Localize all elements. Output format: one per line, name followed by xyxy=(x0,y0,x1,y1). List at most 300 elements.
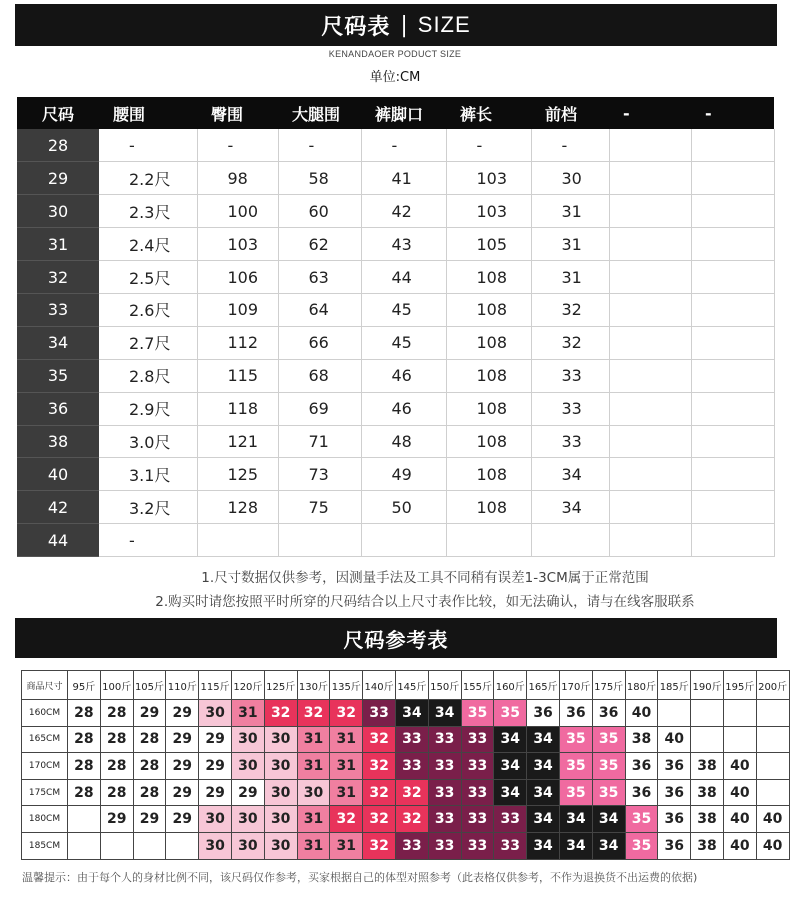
size-col-header: 臀围 xyxy=(197,97,278,129)
size-reference-cell: 32 xyxy=(363,832,396,859)
size-reference-cell: 30 xyxy=(199,832,232,859)
size-reference-cell: 33 xyxy=(461,726,494,753)
weight-header: 125斤 xyxy=(264,671,297,700)
size-reference-cell: 36 xyxy=(527,700,560,727)
measure-cell: 30 xyxy=(531,162,609,195)
measure-cell xyxy=(691,425,774,458)
height-label-cell: 170CM xyxy=(22,753,68,780)
size-reference-cell xyxy=(756,700,789,727)
measure-cell: - xyxy=(446,129,531,162)
size-reference-cell: 31 xyxy=(297,726,330,753)
table-row xyxy=(17,359,774,392)
height-label-cell: 180CM xyxy=(22,806,68,833)
size-reference-cell xyxy=(691,700,724,727)
measure-cell xyxy=(609,261,691,294)
table-row xyxy=(17,491,774,524)
measure-cell xyxy=(609,425,691,458)
size-reference-cell: 28 xyxy=(100,726,133,753)
size-reference-cell: 28 xyxy=(133,726,166,753)
size-reference-cell: 30 xyxy=(264,726,297,753)
measure-cell: 46 xyxy=(361,392,446,425)
measure-cell: 103 xyxy=(446,195,531,228)
measure-cell: 128 xyxy=(197,491,278,524)
measure-cell: 45 xyxy=(361,326,446,359)
size-reference-cell: 33 xyxy=(363,700,396,727)
size-reference-cell: 33 xyxy=(428,806,461,833)
size-reference-cell: 32 xyxy=(363,779,396,806)
measure-cell xyxy=(531,524,609,557)
size-reference-cell: 35 xyxy=(559,753,592,780)
size-reference-cell: 36 xyxy=(658,806,691,833)
measure-cell: 2.8尺 xyxy=(99,359,197,392)
size-reference-cell: 31 xyxy=(297,832,330,859)
size-reference-cell: 29 xyxy=(166,700,199,727)
size-reference-cell: 35 xyxy=(592,726,625,753)
size-reference-cell: 34 xyxy=(592,832,625,859)
size-col-header: - xyxy=(691,97,774,129)
size-reference-cell: 40 xyxy=(723,832,756,859)
size-reference-cell: 29 xyxy=(133,700,166,727)
table-row xyxy=(17,261,774,294)
measure-cell: - xyxy=(361,129,446,162)
size-reference-cell: 40 xyxy=(658,726,691,753)
measure-cell: 73 xyxy=(278,458,361,491)
measure-cell: 46 xyxy=(361,359,446,392)
measure-cell xyxy=(278,524,361,557)
weight-header: 105斤 xyxy=(133,671,166,700)
measure-cell: 2.9尺 xyxy=(99,392,197,425)
measure-cell: 41 xyxy=(361,162,446,195)
size-reference-cell: 29 xyxy=(199,726,232,753)
measure-cell xyxy=(609,293,691,326)
size-reference-cell xyxy=(723,726,756,753)
size-reference-cell: 29 xyxy=(231,779,264,806)
measure-cell: 108 xyxy=(446,293,531,326)
measure-cell: 108 xyxy=(446,425,531,458)
size-reference-cell: 28 xyxy=(68,753,101,780)
measure-cell xyxy=(609,129,691,162)
weight-header: 130斤 xyxy=(297,671,330,700)
size-reference-cell: 30 xyxy=(264,753,297,780)
measure-cell: 45 xyxy=(361,293,446,326)
size-reference-cell: 40 xyxy=(723,753,756,780)
measure-cell: 3.2尺 xyxy=(99,491,197,524)
measure-cell: 62 xyxy=(278,228,361,261)
size-reference-cell: 32 xyxy=(363,726,396,753)
size-reference-cell: 32 xyxy=(330,700,363,727)
measure-cell: 64 xyxy=(278,293,361,326)
table-row xyxy=(22,806,790,833)
size-reference-cell: 35 xyxy=(494,700,527,727)
measure-cell: 63 xyxy=(278,261,361,294)
size-col-header: 裤长 xyxy=(446,97,531,129)
size-reference-cell: 33 xyxy=(461,806,494,833)
weight-header: 185斤 xyxy=(658,671,691,700)
table-row xyxy=(22,726,790,753)
size-reference-cell: 35 xyxy=(625,806,658,833)
measure-cell xyxy=(691,162,774,195)
size-reference-cell: 36 xyxy=(625,753,658,780)
size-reference-cell xyxy=(691,726,724,753)
measure-cell: 2.5尺 xyxy=(99,261,197,294)
size-reference-cell: 33 xyxy=(428,753,461,780)
measure-cell: 60 xyxy=(278,195,361,228)
size-reference-cell: 35 xyxy=(625,832,658,859)
size-label-cell: 44 xyxy=(17,524,99,557)
measure-cell: 105 xyxy=(446,228,531,261)
measure-cell: 121 xyxy=(197,425,278,458)
table-row xyxy=(22,832,790,859)
measure-cell: 2.7尺 xyxy=(99,326,197,359)
note-1: 1.尺寸数据仅供参考，因测量手法及工具不同稍有误差1-3CM属于正常范围 xyxy=(201,570,649,586)
size-reference-cell: 32 xyxy=(264,700,297,727)
size-reference-cell: 36 xyxy=(559,700,592,727)
table-row xyxy=(22,700,790,727)
measure-cell: 33 xyxy=(531,359,609,392)
measure-cell: 33 xyxy=(531,425,609,458)
size-reference-cell: 30 xyxy=(264,779,297,806)
size-reference-cell: 28 xyxy=(100,779,133,806)
height-label-cell: 160CM xyxy=(22,700,68,727)
measure-cell xyxy=(691,228,774,261)
size-col-header: 腰围 xyxy=(99,97,197,129)
size-reference-cell: 33 xyxy=(428,726,461,753)
size-reference-cell xyxy=(166,832,199,859)
measure-cell xyxy=(691,392,774,425)
weight-header: 180斤 xyxy=(625,671,658,700)
measure-cell: 2.2尺 xyxy=(99,162,197,195)
size-reference-cell: 34 xyxy=(527,806,560,833)
size-reference-cell: 33 xyxy=(461,753,494,780)
size-chart-header-bar xyxy=(15,4,777,46)
size-reference-cell: 33 xyxy=(494,832,527,859)
size-reference-cell: 34 xyxy=(494,753,527,780)
measure-cell: 103 xyxy=(197,228,278,261)
size-reference-cell: 31 xyxy=(330,726,363,753)
measure-cell: 100 xyxy=(197,195,278,228)
size-reference-cell: 32 xyxy=(363,753,396,780)
table-row xyxy=(17,524,774,557)
size-reference-cell: 32 xyxy=(395,779,428,806)
measure-cell xyxy=(691,524,774,557)
size-reference-cell: 34 xyxy=(559,806,592,833)
size-chart-title-en: SIZE xyxy=(417,12,471,37)
weight-header: 135斤 xyxy=(330,671,363,700)
measure-cell: 108 xyxy=(446,326,531,359)
measure-cell xyxy=(691,261,774,294)
size-reference-cell: 29 xyxy=(100,806,133,833)
measure-cell: 43 xyxy=(361,228,446,261)
measure-cell: 71 xyxy=(278,425,361,458)
measure-cell: 42 xyxy=(361,195,446,228)
size-reference-cell xyxy=(68,806,101,833)
size-reference-cell xyxy=(658,700,691,727)
size-reference-cell: 28 xyxy=(133,753,166,780)
measure-cell xyxy=(446,524,531,557)
reference-header-row xyxy=(22,671,790,700)
size-label-cell: 33 xyxy=(17,293,99,326)
measure-cell: 3.1尺 xyxy=(99,458,197,491)
size-col-header: 大腿围 xyxy=(278,97,361,129)
size-reference-cell: 34 xyxy=(527,726,560,753)
height-label-cell: 165CM xyxy=(22,726,68,753)
note-2: 2.购买时请您按照平时所穿的尺码结合以上尺寸表作比较，如无法确认，请与在线客服联系 xyxy=(155,594,695,610)
measure-cell: 75 xyxy=(278,491,361,524)
size-reference-cell: 28 xyxy=(68,779,101,806)
size-reference-cell: 34 xyxy=(527,753,560,780)
weight-header: 150斤 xyxy=(428,671,461,700)
weight-header: 115斤 xyxy=(199,671,232,700)
size-reference-cell: 30 xyxy=(264,832,297,859)
size-reference-cell: 31 xyxy=(297,806,330,833)
size-reference-cell xyxy=(133,832,166,859)
measure-cell: 49 xyxy=(361,458,446,491)
size-label-cell: 28 xyxy=(17,129,99,162)
measure-cell: 44 xyxy=(361,261,446,294)
size-label-cell: 29 xyxy=(17,162,99,195)
size-reference-cell: 30 xyxy=(199,700,232,727)
measure-cell: - xyxy=(99,129,197,162)
measure-cell: 31 xyxy=(531,261,609,294)
size-label-cell: 42 xyxy=(17,491,99,524)
footer-note: 温馨提示：由于每个人的身材比例不同，该尺码仅作参考，买家根据自己的体型对照参考（此表格仅供参考，不作为退换货不出运费的依据) xyxy=(22,871,698,884)
measure-cell: 34 xyxy=(531,458,609,491)
measure-cell: 108 xyxy=(446,359,531,392)
size-reference-cell: 40 xyxy=(756,806,789,833)
weight-header: 200斤 xyxy=(756,671,789,700)
size-reference-cell: 30 xyxy=(231,753,264,780)
measure-cell: 112 xyxy=(197,326,278,359)
size-reference-cell: 33 xyxy=(395,726,428,753)
size-reference-cell: 33 xyxy=(461,832,494,859)
measure-cell xyxy=(609,228,691,261)
measure-cell xyxy=(691,359,774,392)
size-reference-cell: 28 xyxy=(68,700,101,727)
table-row xyxy=(17,162,774,195)
measure-cell: 108 xyxy=(446,491,531,524)
weight-header: 195斤 xyxy=(723,671,756,700)
size-reference-cell xyxy=(756,779,789,806)
measure-cell: 118 xyxy=(197,392,278,425)
size-reference-cell: 40 xyxy=(756,832,789,859)
size-reference-cell: 29 xyxy=(133,806,166,833)
measure-cell xyxy=(361,524,446,557)
size-reference-cell: 33 xyxy=(494,806,527,833)
measure-cell: 69 xyxy=(278,392,361,425)
size-reference-cell: 36 xyxy=(658,753,691,780)
measure-cell xyxy=(609,458,691,491)
size-label-cell: 30 xyxy=(17,195,99,228)
size-reference-cell: 40 xyxy=(625,700,658,727)
measure-cell: 108 xyxy=(446,392,531,425)
measure-cell xyxy=(691,326,774,359)
measure-cell xyxy=(609,326,691,359)
size-reference-cell: 38 xyxy=(691,806,724,833)
size-table-header-row xyxy=(17,97,774,129)
measure-cell: 109 xyxy=(197,293,278,326)
size-reference-cell: 35 xyxy=(461,700,494,727)
size-chart-title-cn: 尺码表 xyxy=(321,14,391,40)
measure-cell: 115 xyxy=(197,359,278,392)
table-row xyxy=(22,753,790,780)
measure-cell xyxy=(609,162,691,195)
measure-cell: 2.4尺 xyxy=(99,228,197,261)
measure-cell: - xyxy=(531,129,609,162)
size-reference-cell xyxy=(756,753,789,780)
size-reference-cell: 33 xyxy=(428,779,461,806)
table-row xyxy=(17,425,774,458)
size-reference-cell: 30 xyxy=(231,832,264,859)
size-reference-cell: 32 xyxy=(297,700,330,727)
size-label-cell: 36 xyxy=(17,392,99,425)
size-label-cell: 31 xyxy=(17,228,99,261)
measure-cell: 108 xyxy=(446,261,531,294)
size-reference-cell: 34 xyxy=(592,806,625,833)
measure-cell: 98 xyxy=(197,162,278,195)
measure-cell xyxy=(609,491,691,524)
measure-cell: 34 xyxy=(531,491,609,524)
measure-cell: 58 xyxy=(278,162,361,195)
weight-header: 145斤 xyxy=(395,671,428,700)
size-label-cell: 40 xyxy=(17,458,99,491)
size-table xyxy=(17,97,775,557)
size-reference-cell: 31 xyxy=(231,700,264,727)
table-row xyxy=(17,392,774,425)
size-label-cell: 35 xyxy=(17,359,99,392)
size-reference-cell: 29 xyxy=(166,779,199,806)
weight-header: 120斤 xyxy=(231,671,264,700)
measure-cell: 50 xyxy=(361,491,446,524)
measure-cell: 66 xyxy=(278,326,361,359)
measure-cell: 3.0尺 xyxy=(99,425,197,458)
weight-header: 160斤 xyxy=(494,671,527,700)
size-reference-cell: 29 xyxy=(199,753,232,780)
brand-subtitle: KENANDAOER PODUCT SIZE xyxy=(328,49,462,59)
reference-corner-label: 商品尺寸 xyxy=(22,671,68,700)
measure-cell: - xyxy=(278,129,361,162)
size-reference-cell: 36 xyxy=(592,700,625,727)
size-reference-cell: 28 xyxy=(133,779,166,806)
size-reference-cell: 40 xyxy=(723,779,756,806)
size-label-cell: 32 xyxy=(17,261,99,294)
measure-cell: 2.6尺 xyxy=(99,293,197,326)
measure-cell: 108 xyxy=(446,458,531,491)
table-row xyxy=(17,458,774,491)
size-reference-cell: 30 xyxy=(231,806,264,833)
size-reference-cell: 35 xyxy=(592,779,625,806)
measure-cell: 33 xyxy=(531,392,609,425)
title-separator: | xyxy=(400,12,408,38)
size-reference-cell: 38 xyxy=(691,779,724,806)
table-row xyxy=(17,129,774,162)
measure-cell: 125 xyxy=(197,458,278,491)
measure-cell: - xyxy=(99,524,197,557)
weight-header: 95斤 xyxy=(68,671,101,700)
size-reference-cell: 34 xyxy=(527,779,560,806)
size-reference-cell: 29 xyxy=(166,806,199,833)
measure-cell: 68 xyxy=(278,359,361,392)
unit-label: 单位:CM xyxy=(369,70,421,85)
weight-header: 140斤 xyxy=(363,671,396,700)
reference-grid xyxy=(21,670,790,860)
weight-header: 170斤 xyxy=(559,671,592,700)
size-reference-cell: 29 xyxy=(166,753,199,780)
size-reference-cell: 29 xyxy=(166,726,199,753)
table-row xyxy=(17,326,774,359)
size-reference-cell: 34 xyxy=(428,700,461,727)
measure-cell: 32 xyxy=(531,326,609,359)
size-reference-cell: 29 xyxy=(199,779,232,806)
size-reference-cell: 28 xyxy=(100,700,133,727)
measure-cell xyxy=(197,524,278,557)
size-reference-cell: 32 xyxy=(395,806,428,833)
measure-cell: 48 xyxy=(361,425,446,458)
table-row xyxy=(17,293,774,326)
size-reference-cell: 30 xyxy=(264,806,297,833)
size-reference-cell: 33 xyxy=(395,832,428,859)
measure-cell xyxy=(691,491,774,524)
measure-cell xyxy=(609,392,691,425)
size-reference-cell: 31 xyxy=(297,753,330,780)
size-reference-cell: 36 xyxy=(625,779,658,806)
size-reference-cell: 30 xyxy=(199,806,232,833)
size-reference-cell: 33 xyxy=(428,832,461,859)
table-row xyxy=(17,195,774,228)
measure-cell xyxy=(691,129,774,162)
measure-cell: 106 xyxy=(197,261,278,294)
size-reference-cell: 34 xyxy=(559,832,592,859)
size-reference-cell xyxy=(100,832,133,859)
size-col-header: 尺码 xyxy=(17,97,99,129)
size-col-header: 前档 xyxy=(531,97,609,129)
size-reference-cell: 34 xyxy=(494,779,527,806)
table-row xyxy=(17,228,774,261)
size-reference-cell xyxy=(68,832,101,859)
size-reference-cell: 36 xyxy=(658,832,691,859)
size-reference-cell: 38 xyxy=(691,753,724,780)
measure-cell: 103 xyxy=(446,162,531,195)
reference-header-bar xyxy=(15,618,777,658)
measure-cell: 32 xyxy=(531,293,609,326)
measure-cell xyxy=(609,195,691,228)
size-reference-cell: 28 xyxy=(68,726,101,753)
size-reference-cell: 34 xyxy=(395,700,428,727)
measure-cell xyxy=(691,293,774,326)
measure-cell: - xyxy=(197,129,278,162)
size-reference-cell: 38 xyxy=(625,726,658,753)
size-reference-cell: 33 xyxy=(461,779,494,806)
size-label-cell: 34 xyxy=(17,326,99,359)
measure-cell: 2.3尺 xyxy=(99,195,197,228)
size-reference-cell: 33 xyxy=(395,753,428,780)
size-reference-cell: 32 xyxy=(330,806,363,833)
size-reference-cell: 31 xyxy=(330,779,363,806)
weight-header: 165斤 xyxy=(527,671,560,700)
height-label-cell: 185CM xyxy=(22,832,68,859)
size-reference-cell xyxy=(723,700,756,727)
size-col-header: - xyxy=(609,97,691,129)
size-reference-cell: 32 xyxy=(363,806,396,833)
size-reference-cell: 28 xyxy=(100,753,133,780)
size-reference-cell: 31 xyxy=(330,753,363,780)
size-label-cell: 38 xyxy=(17,425,99,458)
size-reference-cell: 31 xyxy=(330,832,363,859)
weight-header: 155斤 xyxy=(461,671,494,700)
measure-cell xyxy=(609,524,691,557)
weight-header: 110斤 xyxy=(166,671,199,700)
size-reference-cell: 36 xyxy=(658,779,691,806)
measure-cell: 31 xyxy=(531,195,609,228)
